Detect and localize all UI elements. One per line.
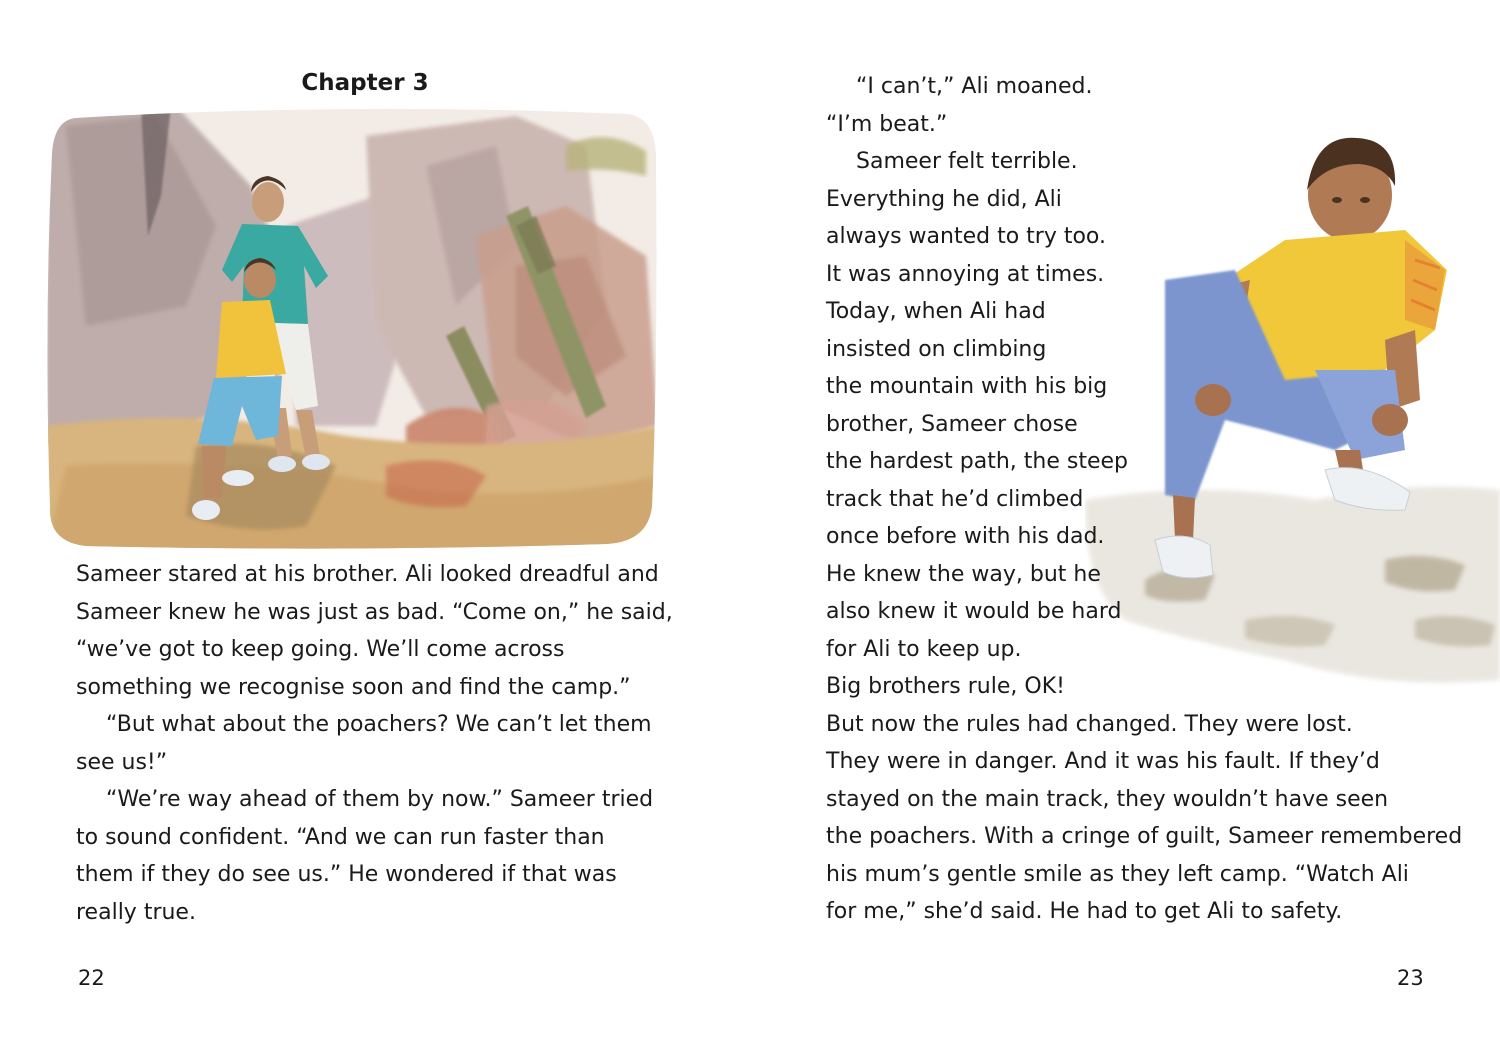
text-line: insisted on climbing [826,336,1047,362]
text-line: stayed on the main track, they wouldn’t have seen [826,786,1389,812]
text-line: “we’ve got to keep going. We’ll come across [76,637,565,662]
text-line: Everything he did, Ali [826,186,1062,212]
text-line: It was annoying at times. [826,261,1105,287]
right-page-text [826,68,1466,931]
text-line: really true. [76,899,196,925]
text-line: But now the rules had changed. They were lost. [826,711,1353,737]
text-line: “I’m beat.” [826,111,948,137]
text-line: Sameer stared at his brother. Ali looked dreadful and [76,562,659,587]
text-line: also knew it would be hard [826,599,1122,624]
text-line: “I can’t,” Ali moaned. [856,74,1093,99]
text-line: Today, when Ali had [826,299,1046,324]
left-page-text [76,556,673,931]
text-line: his mum’s gentle smile as they left camp. “Watch Ali [826,861,1409,887]
text-line: the mountain with his big [826,374,1108,399]
text-line: Sameer knew he was just as bad. “Come on,” he said, [76,599,673,625]
text-line: the poachers. With a cringe of guilt, Sameer remembered [826,824,1463,849]
text-line: They were in danger. And it was his fault. If they’d [826,749,1380,774]
text-line: the hardest path, the steep [826,449,1128,474]
text-line: for Ali to keep up. [826,636,1022,662]
chapter-title: Chapter 3 [301,70,429,96]
illustration-brothers-on-rocks [46,106,658,552]
page-number-left: 22 [78,966,105,990]
text-line: “But what about the poachers? We can’t let them [106,712,652,737]
page-number-right: 23 [1397,966,1424,990]
text-line: track that he’d climbed [826,486,1084,512]
text-line: once before with his dad. [826,524,1105,549]
text-line: something we recognise soon and find the camp.” [76,674,631,700]
text-line: “We’re way ahead of them by now.” Sameer tried [106,787,654,812]
text-line: Big brothers rule, OK! [826,674,1065,699]
text-line: Sameer felt terrible. [856,149,1078,174]
text-line: brother, Sameer chose [826,411,1078,437]
text-line: see us!” [76,749,168,775]
text-line: for me,” she’d said. He had to get Ali to safety. [826,899,1343,924]
text-line: to sound confident. “And we can run faster than [76,824,605,850]
text-line: He knew the way, but he [826,561,1101,587]
text-line: always wanted to try too. [826,224,1106,249]
text-line: them if they do see us.” He wondered if that was [76,862,617,887]
